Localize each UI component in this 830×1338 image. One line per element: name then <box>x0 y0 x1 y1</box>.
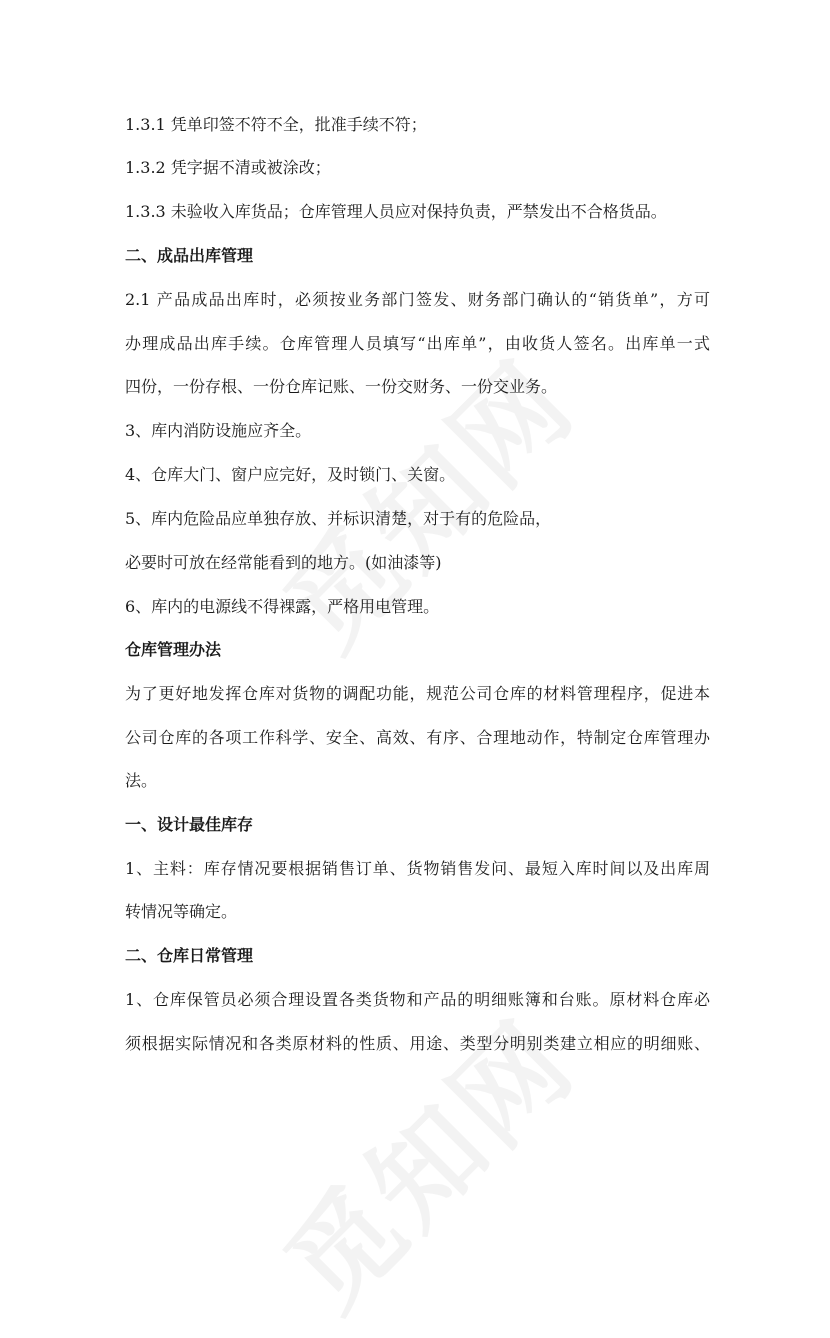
paragraph-line: 6、库内的电源线不得裸露，严格用电管理。 <box>125 597 440 616</box>
paragraph-line: 转情况等确定。 <box>125 902 238 921</box>
paragraph-line: 公司仓库的各项工作科学、安全、高效、有序、合理地动作，特制定仓库管理办 <box>125 728 710 747</box>
paragraph-line: 办理成品出库手续。仓库管理人员填写“出库单”，由收货人签名。出库单一式 <box>125 334 710 353</box>
paragraph-line: 法。 <box>125 771 158 790</box>
paragraph-line: 1.3.1 凭单印签不符不全，批准手续不符； <box>125 115 427 134</box>
paragraph-line: 为了更好地发挥仓库对货物的调配功能，规范公司仓库的材料管理程序，促进本 <box>125 684 710 703</box>
paragraph-line: 3、库内消防设施应齐全。 <box>125 421 312 440</box>
paragraph-line: 1.3.2 凭字据不清或被涂改； <box>125 158 331 177</box>
paragraph-line: 1、仓库保管员必须合理设置各类货物和产品的明细账簿和台账。原材料仓库必 <box>125 990 710 1009</box>
paragraph-line: 4、仓库大门、窗户应完好，及时锁门、关窗。 <box>125 465 456 484</box>
paragraph-line: 须根据实际情况和各类原材料的性质、用途、类型分明别类建立相应的明细账、 <box>125 1034 710 1053</box>
paragraph-line: 5、库内危险品应单独存放、并标识清楚，对于有的危险品， <box>125 509 552 528</box>
section-heading: 仓库管理办法 <box>125 640 222 659</box>
watermark-logo <box>245 320 603 678</box>
paragraph-line: 四份，一份存根、一份仓库记账、一份交财务、一份交业务。 <box>125 377 558 396</box>
section-heading: 二、仓库日常管理 <box>125 946 254 965</box>
paragraph-line: 1、主料：库存情况要根据销售订单、货物销售发问、最短入库时间以及出库周 <box>125 859 710 878</box>
paragraph-line: 1.3.3 未验收入库货品；仓库管理人员应对保持负责，严禁发出不合格货品。 <box>125 202 667 221</box>
paragraph-line: 必要时可放在经常能看到的地方。(如油漆等) <box>125 553 442 572</box>
paragraph-line: 2.1 产品成品出库时，必须按业务部门签发、财务部门确认的“销货单”，方可 <box>125 290 710 309</box>
section-heading: 二、成品出库管理 <box>125 246 254 265</box>
section-heading: 一、设计最佳库存 <box>125 815 254 834</box>
